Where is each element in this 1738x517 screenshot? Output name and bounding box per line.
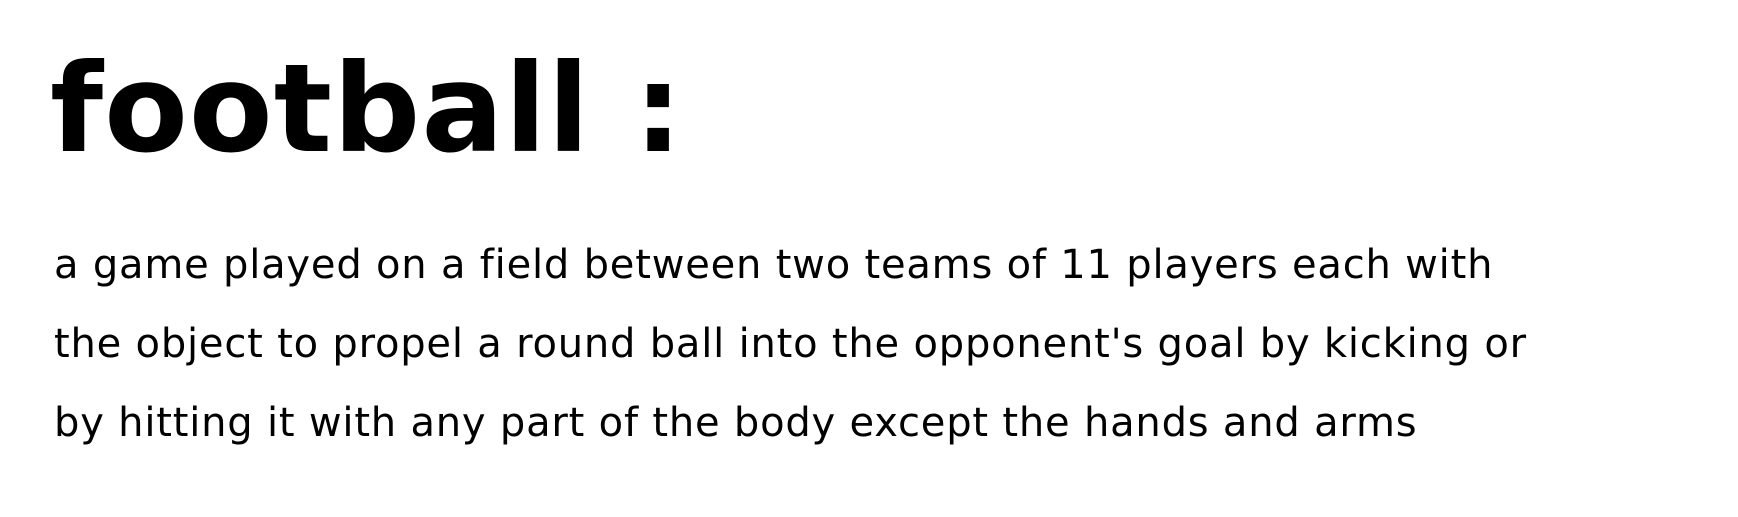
headword: football :: [50, 38, 684, 180]
definition-line-1: a game played on a field between two teams of 11 players each with: [54, 242, 1494, 288]
definition-line-3: by hitting it with any part of the body except the hands and arms: [54, 400, 1418, 446]
definition-line-2: the object to propel a round ball into the opponent's goal by kicking or: [54, 321, 1527, 367]
